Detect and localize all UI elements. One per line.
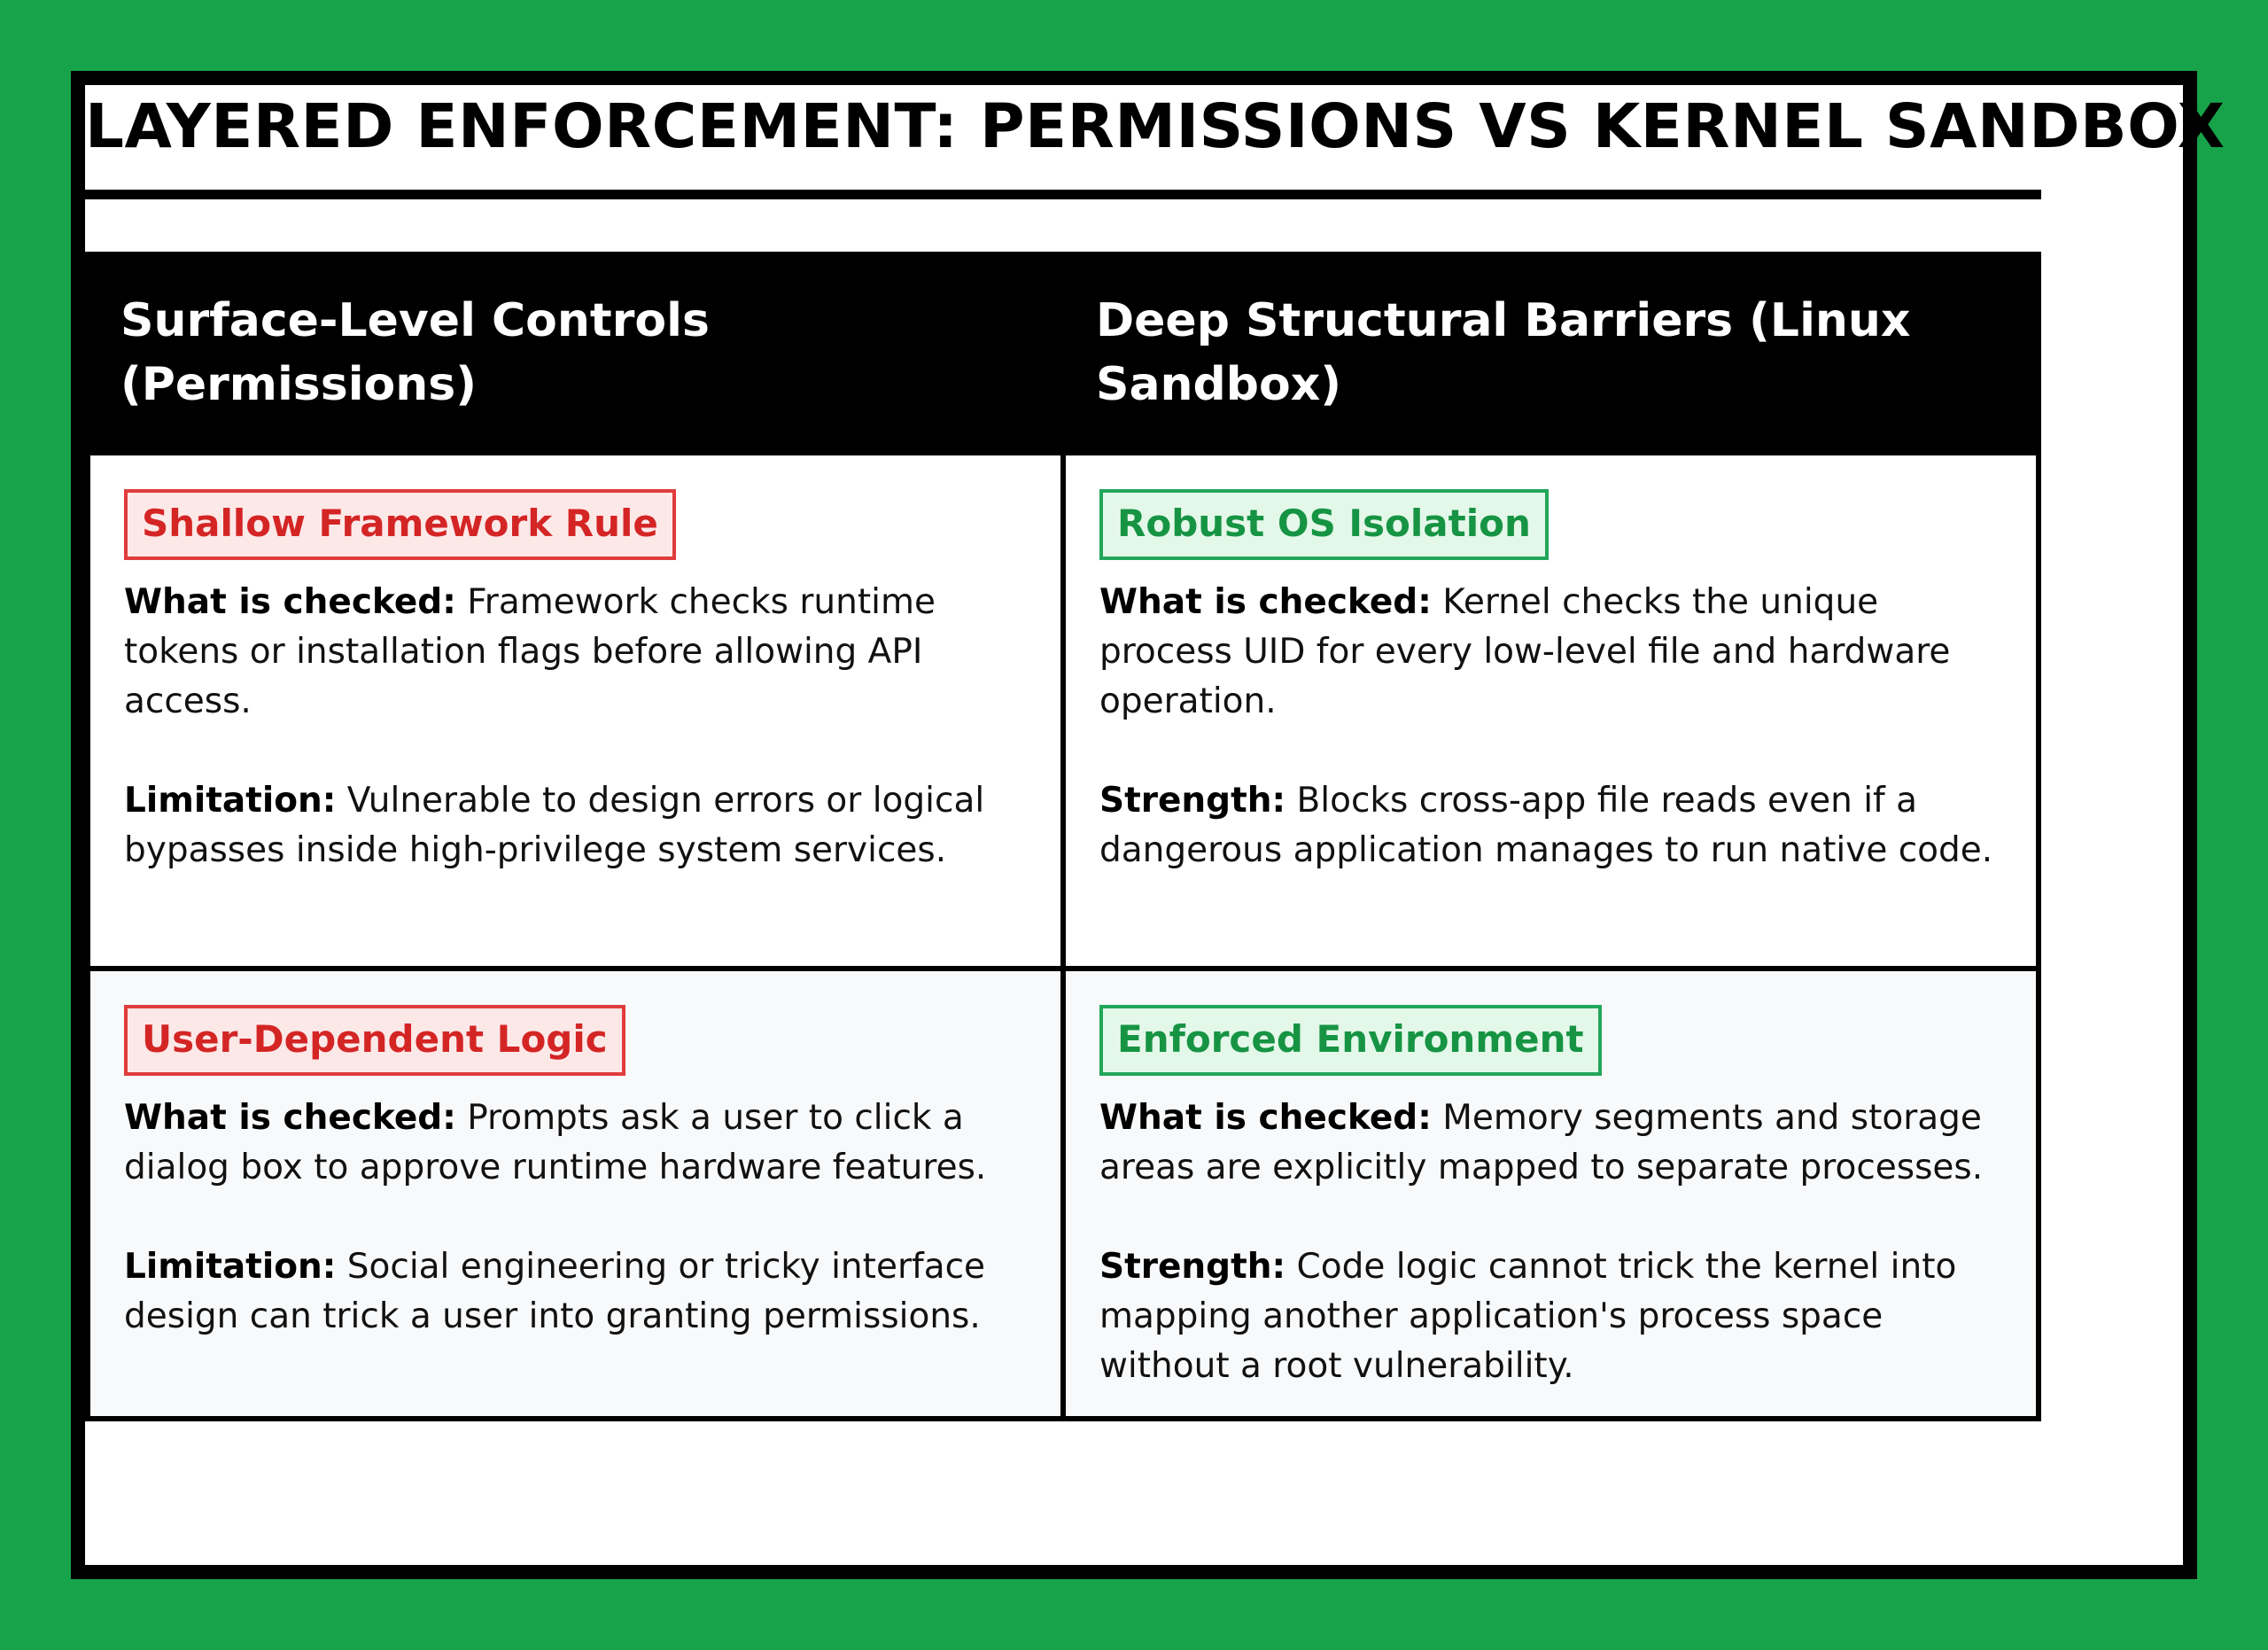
- strength-label: Strength:: [1099, 781, 1286, 821]
- limitation-text: Social engineering or tricky interface design can trick a user into granting permissions.: [124, 1247, 986, 1337]
- checked-label: What is checked:: [124, 582, 456, 623]
- checked-paragraph: [1099, 578, 2002, 727]
- checked-text: Kernel checks the unique process UID for every low-level file and hardware operation.: [1099, 582, 1951, 722]
- checked-label: What is checked:: [124, 1098, 456, 1139]
- strength-label: Strength:: [1099, 1247, 1286, 1288]
- checked-text: Memory segments and storage areas are explicitly mapped to separate processes.: [1099, 1098, 1984, 1188]
- limitation-text: Vulnerable to design errors or logical bypasses inside high-privilege system services.: [124, 781, 985, 871]
- strength-paragraph: [1099, 1242, 2002, 1391]
- checked-paragraph: [1099, 1094, 2002, 1193]
- strength-paragraph: [1099, 776, 2002, 876]
- checked-label: What is checked:: [1099, 582, 1432, 623]
- checked-label: What is checked:: [1099, 1098, 1432, 1139]
- cell-robust-os-isolation: [1066, 455, 2036, 966]
- strong-badge: Robust OS Isolation: [1099, 489, 1549, 560]
- strength-text: Code logic cannot trick the kernel into mapping another application's process space without a root vulnerability.: [1099, 1247, 1957, 1387]
- weak-badge: User-Dependent Logic: [124, 1005, 625, 1076]
- checked-paragraph: [124, 578, 1027, 727]
- cell-shallow-framework-rule: [90, 455, 1060, 966]
- limitation-label: Limitation:: [124, 1247, 337, 1288]
- limitation-paragraph: [124, 776, 1027, 876]
- column-header-sandbox: Deep Structural Barriers (Linux Sandbox): [1066, 257, 2036, 450]
- checked-text: Framework checks runtime tokens or installation flags before allowing API access.: [124, 582, 936, 722]
- cell-enforced-environment: [1066, 971, 2036, 1416]
- checked-paragraph: [124, 1094, 1027, 1193]
- strength-text: Blocks cross-app file reads even if a dangerous application manages to run native code.: [1099, 781, 1993, 871]
- column-header-permissions: Surface-Level Controls (Permissions): [90, 257, 1060, 450]
- limitation-paragraph: [124, 1242, 1027, 1342]
- page-title: LAYERED ENFORCEMENT: PERMISSIONS VS KERNEL SANDBOX: [85, 91, 2225, 162]
- limitation-label: Limitation:: [124, 781, 337, 821]
- comparison-table: [85, 252, 2041, 1421]
- cell-user-dependent-logic: [90, 971, 1060, 1416]
- weak-badge: Shallow Framework Rule: [124, 489, 676, 560]
- checked-text: Prompts ask a user to click a dialog box to approve runtime hardware features.: [124, 1098, 987, 1188]
- strong-badge: Enforced Environment: [1099, 1005, 1602, 1076]
- title-divider: [85, 190, 2041, 199]
